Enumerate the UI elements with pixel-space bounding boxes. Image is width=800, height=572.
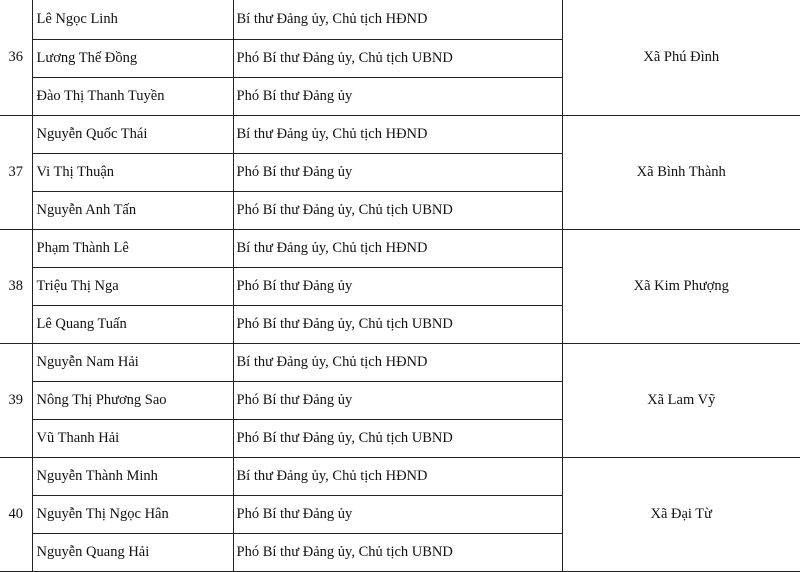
person-position: Phó Bí thư Đảng ủy — [233, 153, 562, 191]
table-row — [0, 115, 800, 153]
person-position: Phó Bí thư Đảng ủy, Chủ tịch UBND — [233, 39, 562, 77]
person-name: Nguyễn Thị Ngọc Hân — [32, 495, 233, 533]
group-number: 40 — [0, 457, 32, 571]
person-position: Phó Bí thư Đảng ủy, Chủ tịch UBND — [233, 533, 562, 571]
person-name: Nguyễn Thành Minh — [32, 457, 233, 495]
person-position: Bí thư Đảng ủy, Chủ tịch HĐND — [233, 457, 562, 495]
person-name: Đào Thị Thanh Tuyền — [32, 77, 233, 115]
person-name: Nguyễn Nam Hải — [32, 343, 233, 381]
commune-name: Xã Kim Phượng — [562, 229, 800, 343]
commune-name: Xã Lam Vỹ — [562, 343, 800, 457]
table-row — [0, 343, 800, 381]
person-name: Phạm Thành Lê — [32, 229, 233, 267]
commune-name: Xã Bình Thành — [562, 115, 800, 229]
group-number: 39 — [0, 343, 32, 457]
person-position: Phó Bí thư Đảng ủy — [233, 267, 562, 305]
group-number: 36 — [0, 0, 32, 115]
person-position: Bí thư Đảng ủy, Chủ tịch HĐND — [233, 115, 562, 153]
commune-name: Xã Đại Từ — [562, 457, 800, 571]
person-position: Phó Bí thư Đảng ủy — [233, 77, 562, 115]
person-position: Bí thư Đảng ủy, Chủ tịch HĐND — [233, 343, 562, 381]
person-name: Nguyễn Anh Tấn — [32, 191, 233, 229]
person-name: Vũ Thanh Hải — [32, 419, 233, 457]
person-name: Lương Thế Đồng — [32, 39, 233, 77]
person-name: Nông Thị Phương Sao — [32, 381, 233, 419]
person-name: Nguyễn Quang Hải — [32, 533, 233, 571]
person-name: Lê Quang Tuấn — [32, 305, 233, 343]
table-row — [0, 457, 800, 495]
person-name: Vi Thị Thuận — [32, 153, 233, 191]
person-name: Triệu Thị Nga — [32, 267, 233, 305]
group-number: 38 — [0, 229, 32, 343]
table-row — [0, 229, 800, 267]
person-name: Nguyễn Quốc Thái — [32, 115, 233, 153]
person-position: Bí thư Đảng ủy, Chủ tịch HĐND — [233, 229, 562, 267]
person-position: Bí thư Đảng ủy, Chủ tịch HĐND — [233, 0, 562, 39]
person-position: Phó Bí thư Đảng ủy — [233, 381, 562, 419]
person-name: Lê Ngọc Linh — [32, 0, 233, 39]
person-position: Phó Bí thư Đảng ủy, Chủ tịch UBND — [233, 419, 562, 457]
group-number: 37 — [0, 115, 32, 229]
person-position: Phó Bí thư Đảng ủy, Chủ tịch UBND — [233, 191, 562, 229]
person-position: Phó Bí thư Đảng ủy, Chủ tịch UBND — [233, 305, 562, 343]
commune-name: Xã Phú Đình — [562, 0, 800, 115]
person-position: Phó Bí thư Đảng ủy — [233, 495, 562, 533]
table-row — [0, 0, 800, 39]
